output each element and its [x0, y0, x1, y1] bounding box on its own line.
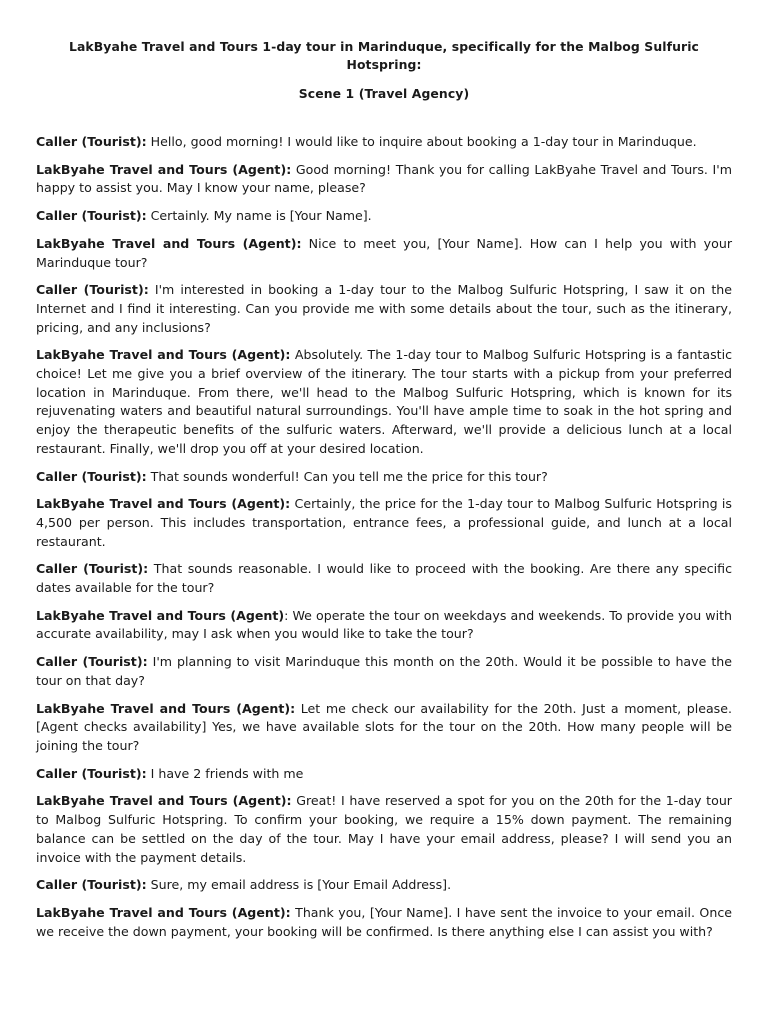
- turn-text: That sounds reasonable. I would like to proceed with the booking. Are there any specific dates available for the tour?: [36, 561, 732, 596]
- turn-text: I'm planning to visit Marinduque this month on the 20th. Would it be possible to have the tour on that day?: [36, 654, 732, 688]
- dialogue-turn: [36, 495, 732, 551]
- speaker-label: Caller (Tourist):: [36, 654, 148, 670]
- turn-text: Hello, good morning! I would like to inquire about booking a 1-day tour in Marinduque.: [146, 134, 697, 149]
- scene-heading: Scene 1 (Travel Agency): [298, 86, 470, 101]
- turn-text: I have 2 friends with me: [146, 765, 304, 781]
- dialogue-turn: [36, 133, 732, 152]
- turn-text: Nice to meet you, [Your Name]. How can I help you with your Marinduque tour?: [36, 235, 732, 270]
- speaker-label: Caller (Tourist):: [36, 877, 147, 893]
- turn-text: Certainly. My name is [Your Name].: [146, 208, 372, 224]
- dialogue-turn: [36, 161, 732, 198]
- turn-text: Absolutely. The 1-day tour to Malbog Sulfuric Hotspring is a fantastic choice! Let me give you a brief overview of the itinerary. The tour starts with a pickup from your preferred location in Marinduque. From there, we'll head to the Malbog Sulfuric Hotspring, which is known for its rejuvenating waters and beautiful natural surroundings. You'll have ample time to soak in the hot spring and enjoy the therapeutic benefits of the sulfuric waters. Afterward, we'll provide a delicious lunch at a local restaurant. Finally, we'll drop you off at your desired location.: [36, 347, 733, 456]
- speaker-label: Caller (Tourist):: [36, 134, 147, 149]
- dialogue-turn: [36, 281, 732, 337]
- speaker-label: LakByahe Travel and Tours (Agent):: [36, 235, 302, 251]
- turn-text: Thank you, [Your Name]. I have sent the invoice to your email. Once we receive the down payment, your booking will be confirmed. Is there anything else I can assist you with?: [36, 904, 732, 939]
- speaker-label: LakByahe Travel and Tours (Agent):: [36, 700, 296, 716]
- dialogue-turn: [36, 346, 732, 458]
- dialogue-turn: [36, 607, 732, 644]
- dialogue: [36, 133, 732, 941]
- dialogue-turn: [36, 207, 732, 226]
- turn-text: Good morning! Thank you for calling LakByahe Travel and Tours. I'm happy to assist you. May I know your name, please?: [36, 161, 732, 196]
- dialogue-turn: [36, 560, 732, 597]
- speaker-label: Caller (Tourist):: [36, 561, 149, 577]
- speaker-label: Caller (Tourist):: [36, 765, 147, 781]
- turn-text: Sure, my email address is [Your Email Address].: [146, 877, 452, 893]
- turn-text: : We operate the tour on weekdays and weekends. To provide you with accurate availability, may I ask when you would like to take the tour?: [36, 607, 732, 642]
- speaker-label: LakByahe Travel and Tours (Agent):: [36, 161, 292, 177]
- dialogue-turn: [36, 876, 732, 895]
- dialogue-turn: [36, 792, 732, 867]
- speaker-label: Caller (Tourist):: [36, 208, 147, 224]
- turn-text: That sounds wonderful! Can you tell me the price for this tour?: [146, 468, 548, 484]
- document-title: LakByahe Travel and Tours 1-day tour in Marinduque, specifically for the Malbog Sulfuric Hotspring:: [68, 39, 700, 72]
- turn-text: Let me check our availability for the 20th. Just a moment, please. [Agent checks availability] Yes, we have available slots for the tour on the 20th. How many people will be joining the tour?: [36, 700, 732, 753]
- turn-text: I'm interested in booking a 1-day tour to the Malbog Sulfuric Hotspring, I saw it on the Internet and I find it interesting. Can you provide me with some details about the tour, such as the itinerary, pricing, and any inclusions?: [36, 282, 732, 335]
- dialogue-turn: [36, 700, 732, 756]
- speaker-label: Caller (Tourist):: [36, 282, 149, 298]
- dialogue-turn: [36, 904, 732, 941]
- speaker-label: LakByahe Travel and Tours (Agent): [36, 607, 285, 623]
- dialogue-turn: [36, 653, 732, 690]
- speaker-label: LakByahe Travel and Tours (Agent):: [36, 793, 292, 809]
- dialogue-turn: [36, 765, 732, 784]
- dialogue-turn: [36, 235, 732, 272]
- turn-text: Certainly, the price for the 1-day tour to Malbog Sulfuric Hotspring is 4,500 per person. This includes transportation, entrance fees, a professional guide, and lunch at a local restaurant.: [36, 496, 732, 549]
- turn-text: Great! I have reserved a spot for you on the 20th for the 1-day tour to Malbog Sulfuric Hotspring. To confirm your booking, we require a 15% down payment. The remaining balance can be settled on the day of the tour. May I have your email address, please? I will send you an invoice with the payment details.: [36, 793, 732, 865]
- speaker-label: LakByahe Travel and Tours (Agent):: [36, 347, 291, 363]
- dialogue-turn: [36, 468, 732, 487]
- speaker-label: Caller (Tourist):: [36, 468, 147, 484]
- speaker-label: LakByahe Travel and Tours (Agent):: [36, 496, 291, 512]
- speaker-label: LakByahe Travel and Tours (Agent):: [36, 904, 291, 920]
